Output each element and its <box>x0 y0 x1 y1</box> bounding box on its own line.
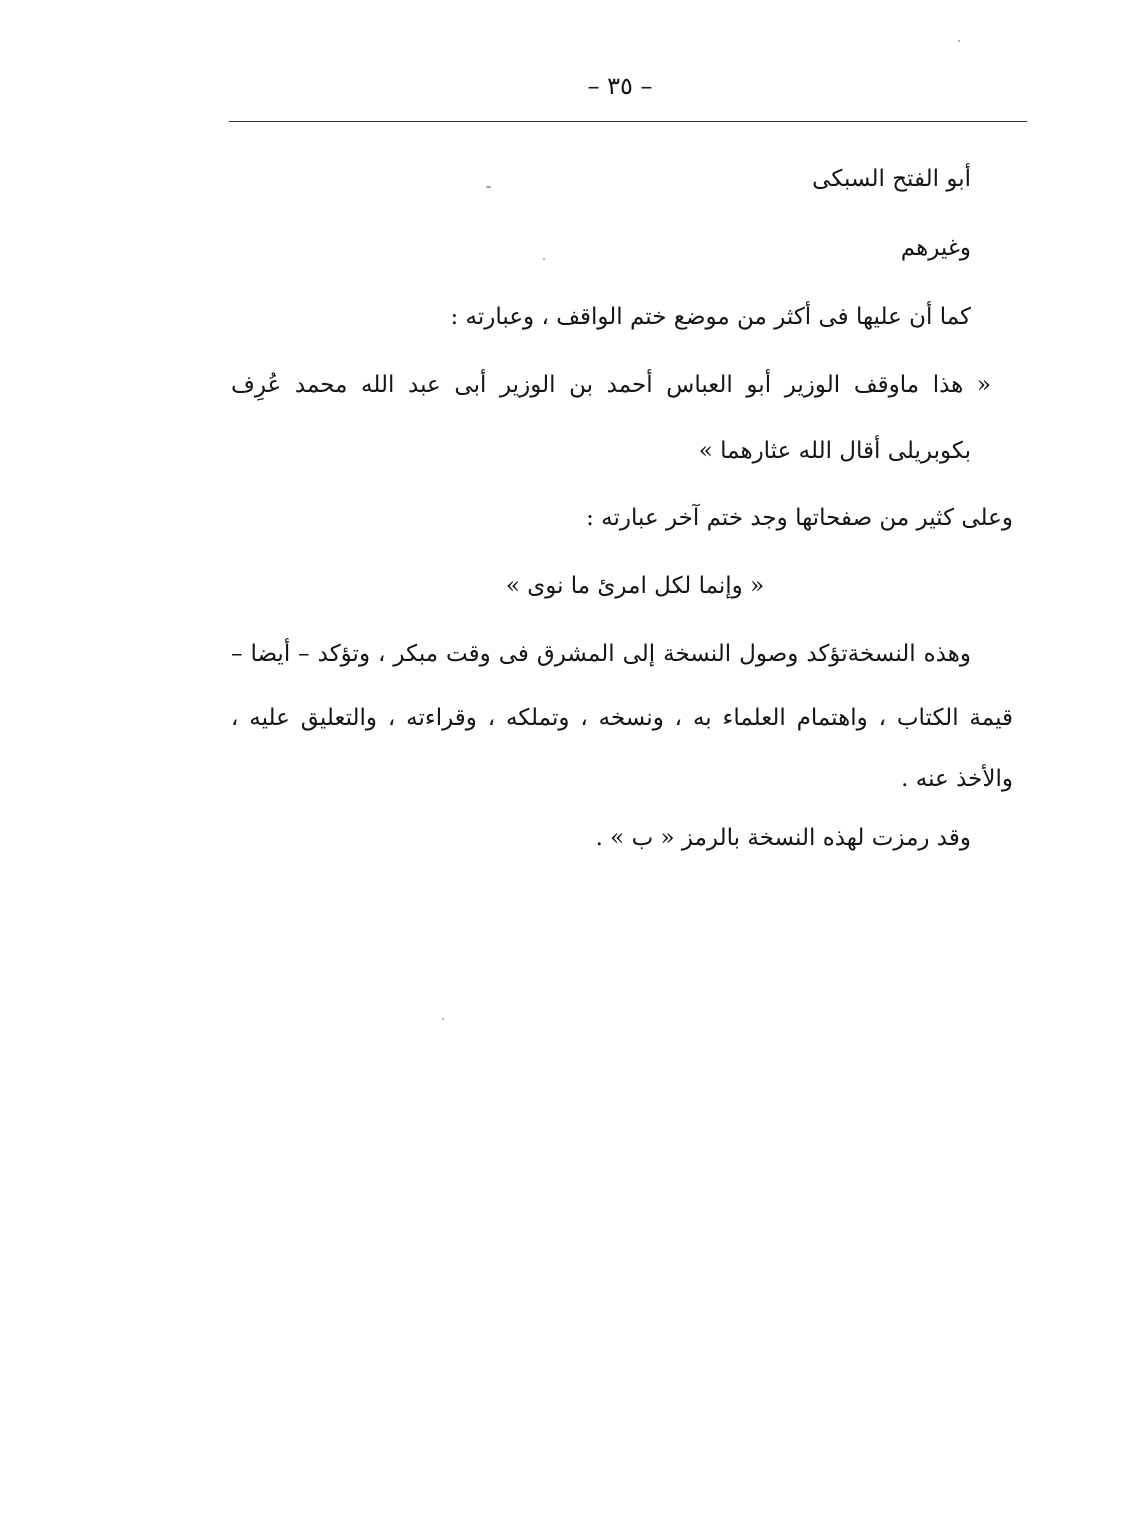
text-line-4: « هذا ماوقف الوزير أبو العباس أحمد بن الوزير أبى عبد الله محمد عُرِف <box>231 372 991 398</box>
scan-speck <box>442 1018 444 1020</box>
text-line-11: وقد رمزت لهذه النسخة بالرمز « ب » . <box>595 825 971 851</box>
page-number: – ٣٥ – <box>587 72 653 100</box>
text-line-1: أبو الفتح السبكى <box>812 166 971 192</box>
text-line-6: وعلى كثير من صفحاتها وجد ختم آخر عبارته : <box>586 505 1013 531</box>
header-rule <box>229 121 1027 122</box>
text-line-8: وهذه النسخةتؤكد وصول النسخة إلى المشرق فى وقت مبكر ، وتؤكد – أيضا – <box>231 641 971 667</box>
text-line-10: والأخذ عنه . <box>901 766 1013 792</box>
scan-speck <box>958 40 960 42</box>
text-line-2: وغيرهم <box>900 235 971 261</box>
text-line-9: قيمة الكتاب ، واهتمام العلماء به ، ونسخه ، وتملكه ، وقراءته ، والتعليق عليه ، <box>231 705 1014 731</box>
text-line-7: « وإنما لكل امرئ ما نوى » <box>505 573 765 599</box>
text-line-3: كما أن عليها فى أكثر من موضع ختم الواقف ، وعبارته : <box>450 304 971 330</box>
scan-speck <box>486 186 491 188</box>
text-line-5: بكوبريلى أقال الله عثارهما » <box>698 438 971 464</box>
scan-speck <box>543 258 545 260</box>
